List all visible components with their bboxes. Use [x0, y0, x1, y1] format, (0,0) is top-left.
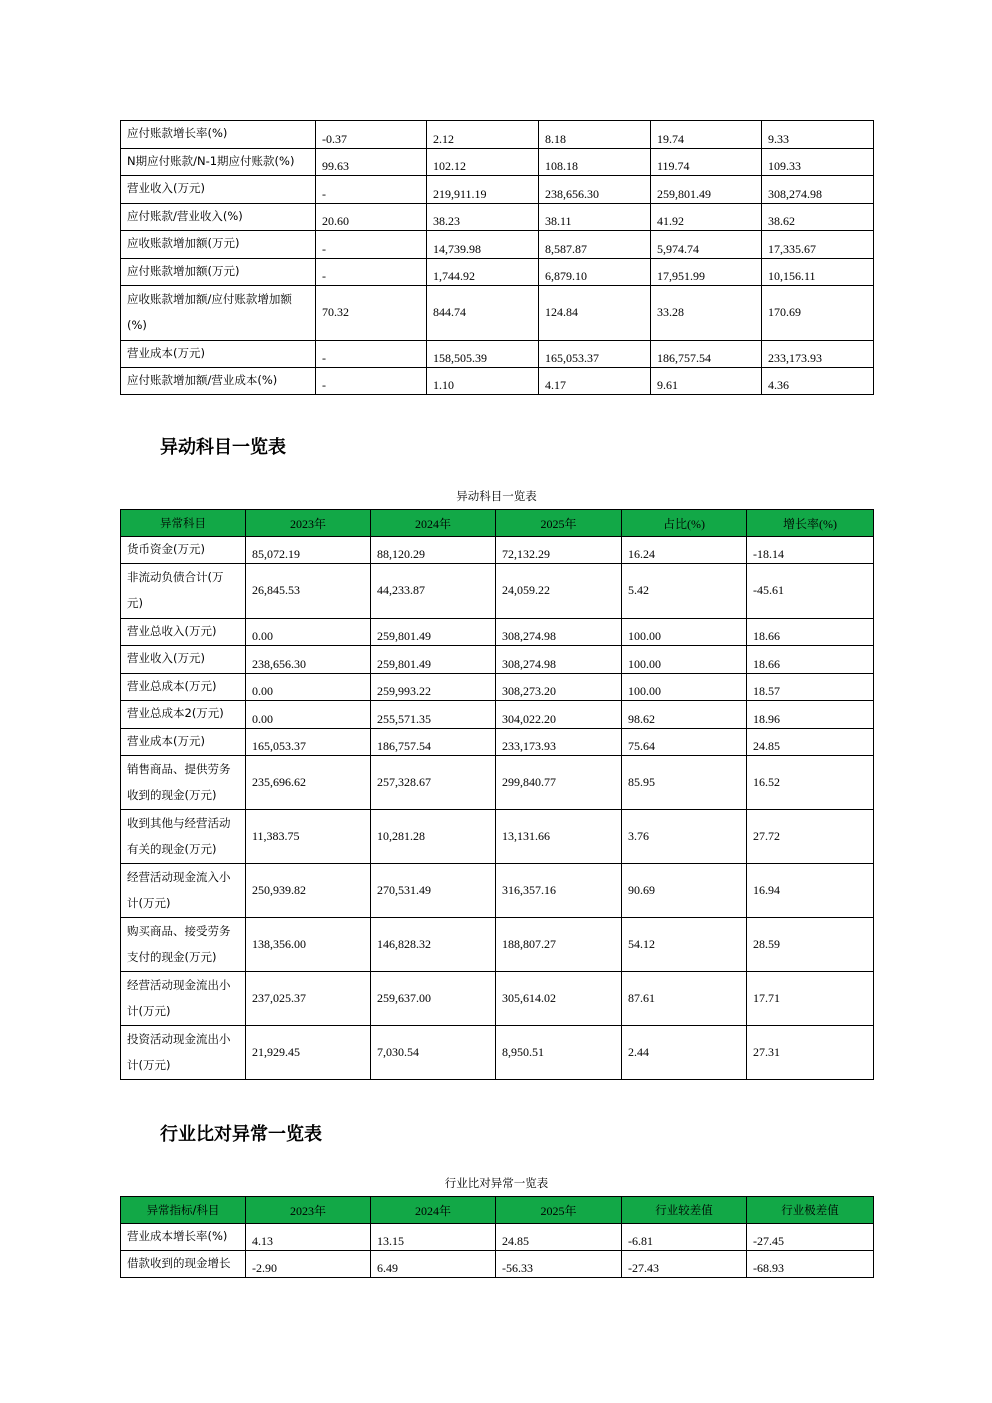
column-header: 2025年 [496, 1197, 622, 1224]
cell: 270,531.49 [371, 864, 496, 918]
table-row [121, 1251, 874, 1278]
cell: 119.74 [651, 149, 762, 176]
cell: 259,801.49 [651, 176, 762, 204]
table-row [121, 810, 874, 864]
cell: 41.92 [651, 204, 762, 231]
cell: 304,022.20 [496, 701, 622, 729]
table-row [121, 756, 874, 810]
cell: 235,696.62 [246, 756, 371, 810]
cell: 158,505.39 [427, 341, 539, 368]
cell: 305,614.02 [496, 972, 622, 1026]
cell: 88,120.29 [371, 537, 496, 564]
cell: 259,993.22 [371, 674, 496, 701]
row-label: 营业总成本(万元) [121, 674, 246, 701]
cell: 102.12 [427, 149, 539, 176]
cell: 250,939.82 [246, 864, 371, 918]
cell: 24.85 [747, 729, 874, 756]
table-row [121, 1026, 874, 1080]
cell: 108.18 [539, 149, 651, 176]
row-label: 经营活动现金流出小计(万元) [121, 972, 246, 1026]
cell: 219,911.19 [427, 176, 539, 204]
cell: - [316, 368, 427, 395]
cell: 38.11 [539, 204, 651, 231]
row-label: 营业总收入(万元) [121, 619, 246, 646]
table-row [121, 619, 874, 646]
cell: - [316, 259, 427, 286]
row-label: 购买商品、接受劳务支付的现金(万元) [121, 918, 246, 972]
cell: 4.13 [246, 1224, 371, 1251]
cell: -2.90 [246, 1251, 371, 1278]
cell: 33.28 [651, 286, 762, 341]
cell: 17,951.99 [651, 259, 762, 286]
column-header: 2024年 [371, 1197, 496, 1224]
cell: 844.74 [427, 286, 539, 341]
cell: 186,757.54 [651, 341, 762, 368]
table-row [121, 286, 874, 341]
cell: -18.14 [747, 537, 874, 564]
cell: - [316, 176, 427, 204]
cell: 257,328.67 [371, 756, 496, 810]
cell: 20.60 [316, 204, 427, 231]
cell: 100.00 [622, 619, 747, 646]
industry-comparison-table [120, 1196, 874, 1278]
cell: 124.84 [539, 286, 651, 341]
cell: 18.96 [747, 701, 874, 729]
cell: 188,807.27 [496, 918, 622, 972]
column-header: 占比(%) [622, 510, 747, 537]
row-label: 货币资金(万元) [121, 537, 246, 564]
cell: 308,274.98 [496, 646, 622, 674]
cell: 100.00 [622, 674, 747, 701]
cell: 24,059.22 [496, 564, 622, 619]
cell: 308,274.98 [496, 619, 622, 646]
cell: 4.17 [539, 368, 651, 395]
table-caption: 行业比对异常一览表 [444, 1176, 549, 1190]
row-label: 投资活动现金流出小计(万元) [121, 1026, 246, 1080]
column-header: 2025年 [496, 510, 622, 537]
table-header-row [121, 510, 874, 537]
cell: 0.00 [246, 674, 371, 701]
row-label: 非流动负债合计(万元) [121, 564, 246, 619]
cell: 28.59 [747, 918, 874, 972]
row-label: 应付账款增长率(%) [121, 121, 316, 149]
table-row [121, 674, 874, 701]
cell: 170.69 [762, 286, 874, 341]
cell: 7,030.54 [371, 1026, 496, 1080]
table-row [121, 864, 874, 918]
section-heading: 异动科目一览表 [160, 437, 286, 458]
cell: 2.44 [622, 1026, 747, 1080]
table-row [121, 972, 874, 1026]
cell: 19.74 [651, 121, 762, 149]
table-row [121, 1224, 874, 1251]
cell: 98.62 [622, 701, 747, 729]
table-row [121, 729, 874, 756]
table-row [121, 701, 874, 729]
column-header: 异常指标/科目 [121, 1197, 246, 1224]
column-header: 行业较差值 [622, 1197, 747, 1224]
cell: -27.45 [747, 1224, 874, 1251]
table-row [121, 176, 874, 204]
row-label: 应付账款增加额(万元) [121, 259, 316, 286]
cell: 4.36 [762, 368, 874, 395]
row-label: 收到其他与经营活动有关的现金(万元) [121, 810, 246, 864]
cell: 259,801.49 [371, 619, 496, 646]
cell: 0.00 [246, 701, 371, 729]
table-row [121, 564, 874, 619]
cell: 26,845.53 [246, 564, 371, 619]
cell: 3.76 [622, 810, 747, 864]
cell: 6.49 [371, 1251, 496, 1278]
cell: 6,879.10 [539, 259, 651, 286]
cell: 100.00 [622, 646, 747, 674]
table-row [121, 231, 874, 259]
cell: 13.15 [371, 1224, 496, 1251]
cell: 99.63 [316, 149, 427, 176]
cell: 18.66 [747, 646, 874, 674]
cell: -0.37 [316, 121, 427, 149]
cell: 1,744.92 [427, 259, 539, 286]
column-header: 2024年 [371, 510, 496, 537]
cell: 316,357.16 [496, 864, 622, 918]
section-heading: 行业比对异常一览表 [160, 1124, 322, 1145]
cell: 54.12 [622, 918, 747, 972]
cell: 255,571.35 [371, 701, 496, 729]
cell: - [316, 231, 427, 259]
row-label: 营业收入(万元) [121, 646, 246, 674]
cell: 186,757.54 [371, 729, 496, 756]
column-header: 异常科目 [121, 510, 246, 537]
row-label: 应收账款增加额/应付账款增加额(%) [121, 286, 316, 341]
cell: 87.61 [622, 972, 747, 1026]
cell: 165,053.37 [246, 729, 371, 756]
cell: 38.62 [762, 204, 874, 231]
cell: 38.23 [427, 204, 539, 231]
cell: 72,132.29 [496, 537, 622, 564]
cell: 259,637.00 [371, 972, 496, 1026]
row-label: 应收账款增加额(万元) [121, 231, 316, 259]
table-row [121, 259, 874, 286]
cell: 17,335.67 [762, 231, 874, 259]
column-header: 2023年 [246, 1197, 371, 1224]
cell: 259,801.49 [371, 646, 496, 674]
table-row [121, 341, 874, 368]
row-label: 营业总成本2(万元) [121, 701, 246, 729]
cell: 90.69 [622, 864, 747, 918]
column-header: 增长率(%) [747, 510, 874, 537]
row-label: 经营活动现金流入小计(万元) [121, 864, 246, 918]
cell: 1.10 [427, 368, 539, 395]
cell: 109.33 [762, 149, 874, 176]
cell: 2.12 [427, 121, 539, 149]
table-row [121, 121, 874, 149]
cell: -6.81 [622, 1224, 747, 1251]
cell: 9.33 [762, 121, 874, 149]
cell: 11,383.75 [246, 810, 371, 864]
cell: 27.31 [747, 1026, 874, 1080]
row-label: 借款收到的现金增长 [121, 1251, 246, 1278]
cell: 8.18 [539, 121, 651, 149]
cell: 299,840.77 [496, 756, 622, 810]
cell: 146,828.32 [371, 918, 496, 972]
cell: 0.00 [246, 619, 371, 646]
cell: 238,656.30 [246, 646, 371, 674]
cell: 17.71 [747, 972, 874, 1026]
cell: 16.24 [622, 537, 747, 564]
cell: 75.64 [622, 729, 747, 756]
cell: 5,974.74 [651, 231, 762, 259]
cell: 237,025.37 [246, 972, 371, 1026]
row-label: 销售商品、提供劳务收到的现金(万元) [121, 756, 246, 810]
cell: -45.61 [747, 564, 874, 619]
cell: 308,273.20 [496, 674, 622, 701]
cell: 13,131.66 [496, 810, 622, 864]
cell: 10,281.28 [371, 810, 496, 864]
cell: 85.95 [622, 756, 747, 810]
cell: 8,950.51 [496, 1026, 622, 1080]
column-header: 2023年 [246, 510, 371, 537]
ap-metrics-table [120, 120, 874, 395]
row-label: N期应付账款/N-1期应付账款(%) [121, 149, 316, 176]
row-label: 营业成本增长率(%) [121, 1224, 246, 1251]
table-row [121, 537, 874, 564]
cell: 165,053.37 [539, 341, 651, 368]
cell: 238,656.30 [539, 176, 651, 204]
cell: 9.61 [651, 368, 762, 395]
cell: 27.72 [747, 810, 874, 864]
cell: 16.52 [747, 756, 874, 810]
row-label: 应付账款/营业收入(%) [121, 204, 316, 231]
cell: -27.43 [622, 1251, 747, 1278]
table-header-row [121, 1197, 874, 1224]
row-label: 应付账款增加额/营业成本(%) [121, 368, 316, 395]
cell: 24.85 [496, 1224, 622, 1251]
cell: 21,929.45 [246, 1026, 371, 1080]
cell: -68.93 [747, 1251, 874, 1278]
cell: 70.32 [316, 286, 427, 341]
table-row [121, 368, 874, 395]
cell: 308,274.98 [762, 176, 874, 204]
row-label: 营业成本(万元) [121, 341, 316, 368]
cell: 233,173.93 [496, 729, 622, 756]
cell: 16.94 [747, 864, 874, 918]
row-label: 营业收入(万元) [121, 176, 316, 204]
cell: - [316, 341, 427, 368]
row-label: 营业成本(万元) [121, 729, 246, 756]
cell: 5.42 [622, 564, 747, 619]
table-caption: 异动科目一览表 [456, 489, 537, 503]
cell: 18.66 [747, 619, 874, 646]
table-row [121, 646, 874, 674]
column-header: 行业极差值 [747, 1197, 874, 1224]
cell: 233,173.93 [762, 341, 874, 368]
cell: 138,356.00 [246, 918, 371, 972]
cell: 44,233.87 [371, 564, 496, 619]
cell: 85,072.19 [246, 537, 371, 564]
cell: 18.57 [747, 674, 874, 701]
cell: 10,156.11 [762, 259, 874, 286]
table-row [121, 204, 874, 231]
cell: 14,739.98 [427, 231, 539, 259]
table-row [121, 149, 874, 176]
cell: -56.33 [496, 1251, 622, 1278]
table-row [121, 918, 874, 972]
abnormal-items-table [120, 509, 874, 1080]
cell: 8,587.87 [539, 231, 651, 259]
